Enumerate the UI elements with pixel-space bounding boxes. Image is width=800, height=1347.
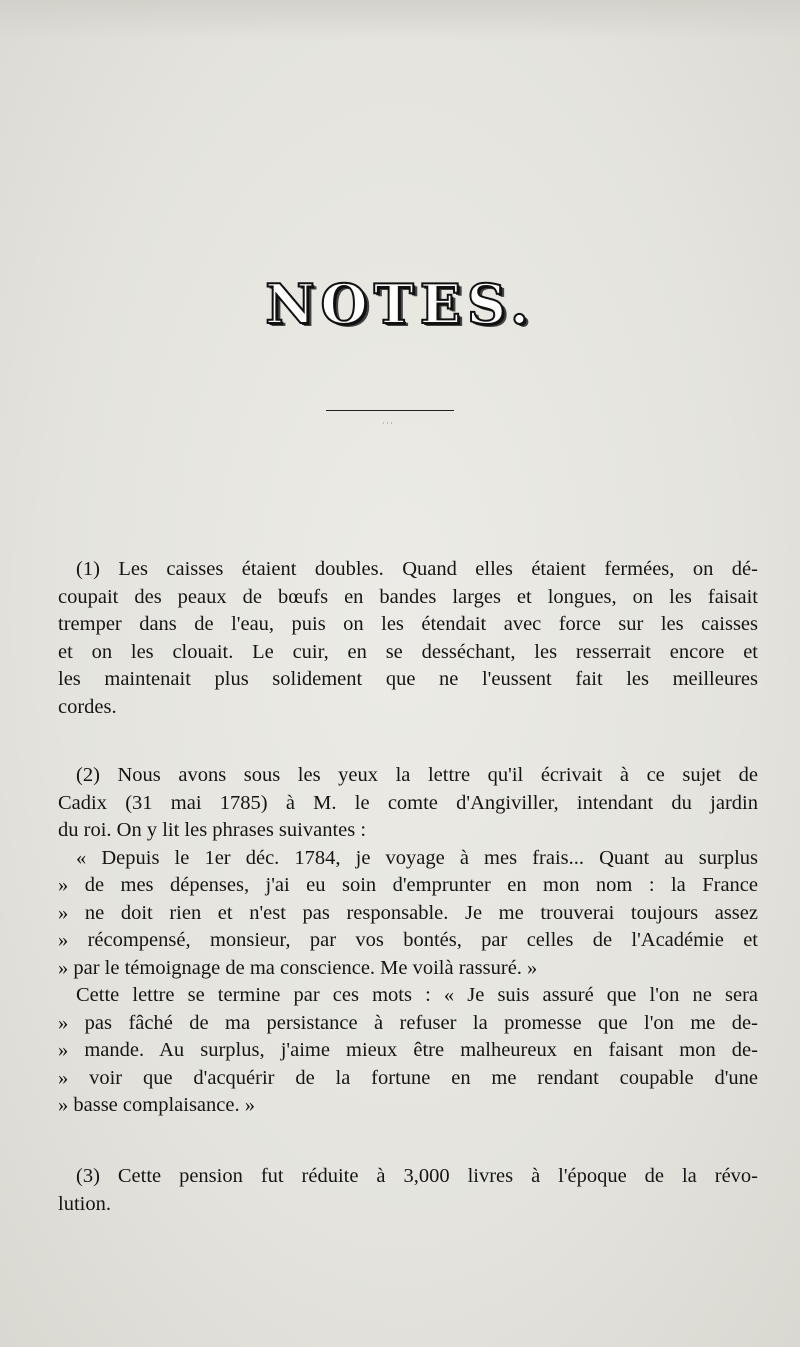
note-1-line-3: tremper dans de l'eau, puis on les étendait avec force sur les caisses: [58, 613, 758, 635]
note-2: [58, 762, 758, 1120]
note-1-line-4: et on les clouait. Le cuir, en se desséchant, les resserrait encore et: [58, 640, 758, 663]
divider-ornament: ···: [382, 418, 394, 428]
note-2-line-5: » de mes dépenses, j'ai eu soin d'emprunter en mon nom : la France: [58, 874, 758, 896]
note-3-line-2: lution.: [58, 1192, 111, 1215]
note-1-line-2: coupait des peaux de bœufs en bandes larges et longues, on les faisait: [58, 585, 758, 608]
note-3-line-1: (3) Cette pension fut réduite à 3,000 livres à l'époque de la révo-: [76, 1165, 758, 1187]
note-1-line-5: les maintenait plus solidement que ne l'eussent fait les meilleures: [58, 668, 758, 690]
page-shadow: [0, 0, 800, 40]
note-2-line-13: » basse complaisance. »: [58, 1094, 255, 1116]
note-2-line-7: » récompensé, monsieur, par vos bontés, par celles de l'Académie et: [58, 929, 758, 951]
note-2-line-6: » ne doit rien et n'est pas responsable. Je me trouverai toujours assez: [58, 901, 758, 924]
note-2-line-12: » voir que d'acquérir de la fortune en me rendant coupable d'une: [58, 1066, 758, 1089]
note-2-line-9: Cette lettre se termine par ces mots : « Je suis assuré que l'on ne sera: [76, 984, 758, 1006]
note-2-line-3: du roi. On y lit les phrases suivantes :: [58, 819, 367, 841]
note-1-line-1: (1) Les caisses étaient doubles. Quand elles étaient fermées, on dé-: [76, 558, 758, 580]
note-1: [58, 556, 758, 721]
note-2-line-8: » par le témoignage de ma conscience. Me voilà rassuré. »: [58, 956, 538, 979]
note-2-line-1: (2) Nous avons sous les yeux la lettre qu'il écrivait à ce sujet de: [76, 764, 758, 786]
note-1-line-6: cordes.: [58, 695, 117, 718]
note-2-line-11: » mande. Au surplus, j'aime mieux être malheureux en faisant mon de-: [58, 1039, 758, 1061]
title-divider: [326, 410, 454, 411]
note-2-line-2: Cadix (31 mai 1785) à M. le comte d'Angiviller, intendant du jardin: [58, 791, 758, 814]
page-title: NOTES.: [265, 272, 535, 336]
note-3: [58, 1163, 758, 1218]
note-2-line-10: » pas fâché de ma persistance à refuser la promesse que l'on me de-: [58, 1011, 758, 1034]
note-2-line-4: « Depuis le 1er déc. 1784, je voyage à mes frais... Quant au surplus: [76, 846, 758, 869]
